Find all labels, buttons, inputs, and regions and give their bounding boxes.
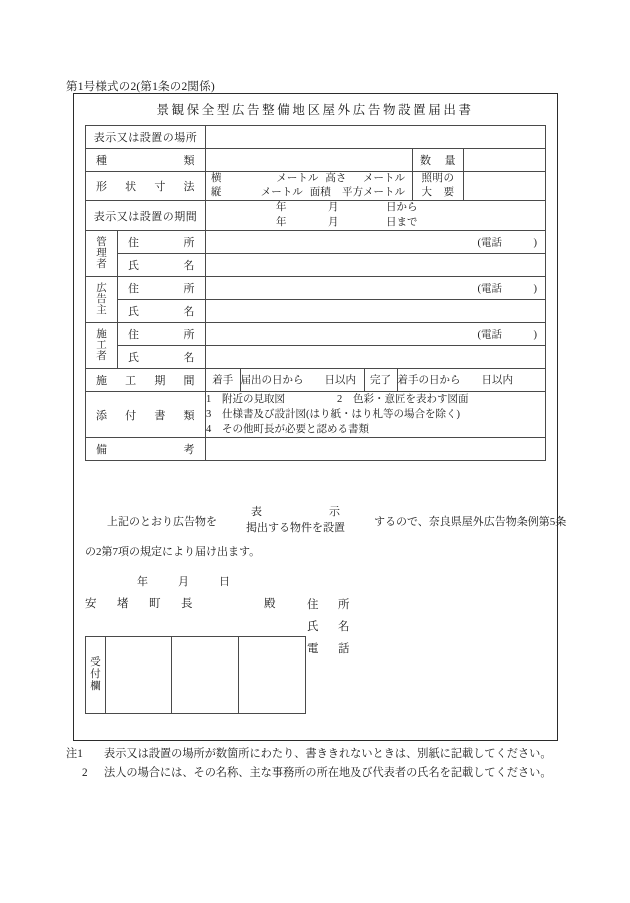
shape-length-label: 縦: [211, 187, 222, 199]
contractor-tel-label: (電話: [477, 329, 503, 341]
attachment-num-4: 4: [206, 424, 212, 436]
period-start-line: [206, 201, 545, 215]
attachments-label: 添 付 書 類: [96, 409, 195, 422]
advertiser-name-label: 氏 名: [128, 305, 195, 318]
construction-subtable: [206, 369, 545, 391]
table-row-advertiser-name: [86, 299, 546, 322]
contractor-address-label: 住 所: [128, 328, 195, 341]
construction-start-unit: 日以内: [324, 375, 356, 387]
footnote-1-text: 表示又は設置の場所が数箇所にわたり、書ききれないときは、別紙に記載してください。: [104, 748, 552, 760]
construction-start-value: 届出の日から: [240, 375, 304, 387]
table-row-type: [86, 149, 546, 172]
table-row-remarks: [86, 438, 546, 461]
table-row-manager-name: [86, 253, 546, 276]
shape-area-label: 面積: [309, 187, 331, 199]
attachment-num-3: 3: [206, 408, 212, 420]
recipient-honorific: 殿: [264, 598, 276, 610]
manager-address-value[interactable]: [206, 230, 546, 253]
remarks-label: 備 考: [96, 444, 195, 457]
shape-width-unit: メートル: [276, 173, 319, 184]
period-start-day: 日から: [386, 202, 418, 214]
party-label-advertiser-char1: 広: [96, 282, 107, 294]
manager-tel-close: ): [533, 237, 538, 249]
period-start-year: 年: [276, 202, 287, 214]
manager-name-value[interactable]: [206, 253, 546, 276]
receipt-label-char3: 欄: [90, 680, 101, 692]
advertiser-address-label: 住 所: [128, 282, 195, 295]
manager-address-label: 住 所: [128, 236, 195, 249]
contractor-name-label: 氏 名: [128, 351, 195, 364]
advertiser-name-value[interactable]: [206, 299, 546, 322]
manager-tel-marker: [478, 234, 538, 249]
notification-form-table: [85, 125, 546, 461]
construction-start-field[interactable]: [240, 369, 364, 391]
declaration-second-line: の2第7項の規定により届け出ます。: [85, 545, 261, 558]
lighting-value[interactable]: [464, 172, 546, 201]
period-end-line: [206, 216, 545, 230]
attachment-num-1: 1: [206, 393, 212, 405]
declaration-first-line: [85, 505, 567, 537]
applicant-tel-label: 電 話: [307, 643, 354, 655]
receipt-label: [86, 637, 106, 714]
submission-date-month: 月: [178, 576, 189, 588]
manager-name-label: 氏 名: [128, 259, 195, 272]
document-title: 景観保全型広告整備地区屋外広告物設置届出書: [156, 103, 474, 117]
construction-start-label: 着手: [206, 369, 240, 391]
applicant-block: [307, 594, 354, 660]
attachment-text-1: 附近の見取図: [222, 393, 285, 405]
party-label-manager-char3: 者: [96, 258, 107, 270]
receipt-cell-2[interactable]: [172, 637, 239, 714]
lighting-label-line1: 照明の: [421, 173, 455, 184]
attachments-list: [206, 391, 546, 438]
attachment-num-2: 2: [337, 393, 343, 405]
applicant-address-label: 住 所: [307, 599, 354, 611]
party-label-manager-char2: 理: [96, 247, 107, 259]
location-label: 表示又は設置の場所: [86, 126, 206, 149]
shape-row-length: [206, 186, 412, 200]
declaration-tail: するので、奈良県屋外広告物条例第5条: [374, 515, 567, 528]
receipt-cell-3[interactable]: [239, 637, 306, 714]
attachment-line-4: [206, 422, 545, 437]
construction-end-field[interactable]: [397, 369, 545, 391]
table-row-advertiser-address: [86, 276, 546, 299]
submission-date-day: 日: [219, 576, 230, 588]
contractor-address-value[interactable]: [206, 322, 546, 345]
attachment-text-3: 仕様書及び設計図(はり紙・はり札等の場合を除く): [222, 408, 460, 420]
construction-end-label: 完了: [364, 369, 397, 391]
declaration-paragraph: [85, 505, 567, 559]
receipt-label-char1: 受: [90, 657, 101, 669]
period-end-year: 年: [276, 216, 287, 228]
shape-width-label: 横: [211, 173, 222, 184]
recipient-title: 安 堵 町 長: [85, 598, 197, 610]
advertiser-address-value[interactable]: [206, 276, 546, 299]
footnotes: [66, 745, 626, 783]
party-label-manager: [86, 230, 118, 276]
table-row-contractor-address: [86, 322, 546, 345]
party-label-contractor-char3: 者: [96, 350, 107, 362]
period-start-month: 月: [328, 202, 339, 214]
shape-label: 形 状 寸 法: [96, 181, 195, 194]
party-label-advertiser-char2: 告: [96, 293, 107, 305]
submission-date[interactable]: [85, 573, 230, 589]
attachment-text-2: 色彩・意匠を表わす図面: [353, 393, 469, 405]
table-row-shape: [86, 172, 546, 201]
shape-row-width: [206, 172, 412, 186]
contractor-tel-marker: [478, 326, 538, 341]
attachment-text-4: その他町長が必要と認める書類: [222, 424, 369, 436]
party-label-contractor-char1: 施: [96, 328, 107, 340]
contractor-tel-close: ): [533, 329, 538, 341]
footnote-2-tag: 2: [82, 767, 88, 779]
remarks-value[interactable]: [206, 438, 546, 461]
construction-period-value: [206, 368, 546, 391]
period-value[interactable]: [206, 201, 546, 230]
footnote-2-text: 法人の場合には、その名称、主な事務所の所在地及び代表者の氏名を記載してください。: [104, 767, 552, 779]
construction-end-unit: 日以内: [481, 375, 513, 387]
footnote-1: [66, 745, 626, 764]
construction-end-value: 着手の日から: [397, 375, 461, 387]
footnote-2: [66, 764, 626, 783]
declaration-lead: 上記のとおり広告物を: [107, 515, 217, 528]
declaration-option-display: 表 示: [251, 506, 368, 518]
shape-dimensions[interactable]: [206, 172, 413, 201]
party-label-advertiser-char3: 主: [96, 304, 107, 316]
advertiser-tel-marker: [478, 280, 538, 295]
attachment-line-3: [206, 407, 545, 422]
period-end-day: 日まで: [386, 216, 418, 228]
declaration-option-install: 掲出する物件を設置: [246, 521, 345, 534]
shape-length-unit: メートル: [260, 187, 303, 199]
attachment-line-1: [206, 392, 545, 407]
table-row-construction-period: [86, 368, 546, 391]
advertiser-tel-close: ): [533, 283, 538, 295]
receipt-cell-1[interactable]: [106, 637, 172, 714]
manager-tel-label: (電話: [477, 237, 503, 249]
shape-height-unit: メートル: [363, 173, 405, 184]
receipt-label-char2: 付: [90, 669, 101, 681]
shape-height-label: 高さ: [325, 173, 347, 184]
table-row-attachments: [86, 391, 546, 438]
lighting-label-line2: 大 要: [421, 187, 455, 199]
shape-area-unit: 平方メートル: [342, 187, 405, 199]
table-row-period: [86, 201, 546, 230]
submission-date-year: 年: [137, 576, 148, 588]
advertiser-tel-label: (電話: [477, 283, 503, 295]
footnote-1-tag: 注1: [66, 748, 83, 760]
construction-period-label: 施 工 期 間: [96, 374, 195, 387]
table-row-location: [86, 126, 546, 149]
form-number: 第1号様式の2(第1条の2関係): [66, 81, 215, 93]
location-value[interactable]: [206, 126, 546, 149]
lighting-label: [413, 172, 464, 201]
party-label-advertiser: [86, 276, 118, 322]
party-label-contractor-char2: 工: [96, 339, 107, 351]
contractor-name-value[interactable]: [206, 345, 546, 368]
party-label-manager-char1: 管: [96, 236, 107, 248]
party-label-contractor: [86, 322, 118, 368]
quantity-label: 数 量: [420, 155, 456, 167]
type-value[interactable]: [206, 149, 413, 172]
type-label: 種 類: [96, 155, 195, 167]
quantity-value[interactable]: [464, 149, 546, 172]
table-row-contractor-name: [86, 345, 546, 368]
receipt-box: [85, 636, 306, 714]
period-label: 表示又は設置の期間: [86, 201, 206, 230]
declaration-options[interactable]: [217, 505, 374, 537]
table-row-manager-address: [86, 230, 546, 253]
period-end-month: 月: [328, 216, 339, 228]
applicant-name-label: 氏 名: [307, 621, 354, 633]
